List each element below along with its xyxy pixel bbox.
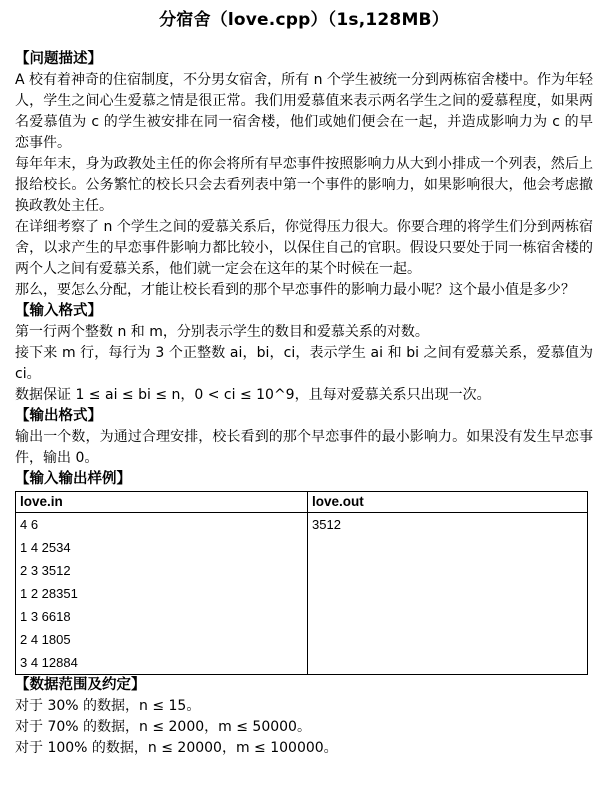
sample-input-line: 2 3 3512 [20,563,71,578]
output-format-heading: 【输出格式】 [15,408,102,424]
input-format-line: 数据保证 1 ≤ ai ≤ bi ≤ n，0 < ci ≤ 10^9，且每对爱慕关系只出现一次。 [15,387,491,403]
constraint-line: 对于 100% 的数据，n ≤ 20000，m ≤ 100000。 [15,740,338,756]
sample-input-line: 3 4 12884 [20,655,78,670]
problem-paragraph: 在详细考察了 n 个学生之间的爱慕关系后，你觉得压力很大。你要合理的将学生们分到两栋宿舍，以求产生的早恋事件影响力都比较小，以保住自己的官职。假设只要处于同一栋宿舍楼的两个人之间有爱慕关系，他们就一定会在这年的某个时候在一起。 [15,219,593,277]
output-format-line: 输出一个数，为通过合理安排，校长看到的那个早恋事件的最小影响力。如果没有发生早恋事件，输出 0。 [15,429,593,466]
constraint-line: 对于 30% 的数据，n ≤ 15。 [15,698,201,714]
input-format-heading: 【输入格式】 [15,303,102,319]
page-title: 分宿舍（love.cpp）（1s,128MB） [159,10,449,30]
sample-input-cell [16,513,308,675]
sample-input-header: love.in [16,492,308,513]
problem-description-heading: 【问题描述】 [15,51,102,67]
sample-io-table [15,491,588,675]
constraint-line: 对于 70% 的数据，n ≤ 2000，m ≤ 50000。 [15,719,311,735]
sample-output-header: love.out [308,492,588,513]
sample-input-line: 4 6 [20,517,39,532]
input-format-line: 接下来 m 行，每行为 3 个正整数 ai，bi，ci，表示学生 ai 和 bi 之间有爱慕关系，爱慕值为 ci。 [15,345,593,382]
problem-paragraph: 每年年末，身为政教处主任的你会将所有早恋事件按照影响力从大到小排成一个列表，然后上报给校长。公务繁忙的校长只会去看列表中第一个事件的影响力，如果影响很大，他会考虑撤换政教处主任。 [15,156,593,214]
problem-paragraph: 那么，要怎么分配，才能让校长看到的那个早恋事件的影响力最小呢？这个最小值是多少？ [15,282,575,298]
input-format-line: 第一行两个整数 n 和 m，分别表示学生的数目和爱慕关系的对数。 [15,324,429,340]
sample-output-cell [308,513,588,675]
sample-input-line: 1 3 6618 [20,609,71,624]
problem-statement-page [15,0,593,759]
sample-io-heading: 【输入输出样例】 [15,471,131,487]
problem-paragraph: A 校有着神奇的住宿制度，不分男女宿舍，所有 n 个学生被统一分到两栋宿舍楼中。作为年轻人，学生之间心生爱慕之情是很正常。我们用爱慕值来表示两名学生之间的爱慕程度，如果两名爱慕值为 c 的学生被安排在同一宿舍楼，他们或她们便会在一起，并造成影响力为 c 的早恋事件。 [15,72,593,151]
constraints-heading: 【数据范围及约定】 [15,677,146,693]
sample-input-line: 1 4 2534 [20,540,71,555]
sample-output-line: 3512 [312,517,341,532]
sample-input-line: 2 4 1805 [20,632,71,647]
sample-input-line: 1 2 28351 [20,586,78,601]
